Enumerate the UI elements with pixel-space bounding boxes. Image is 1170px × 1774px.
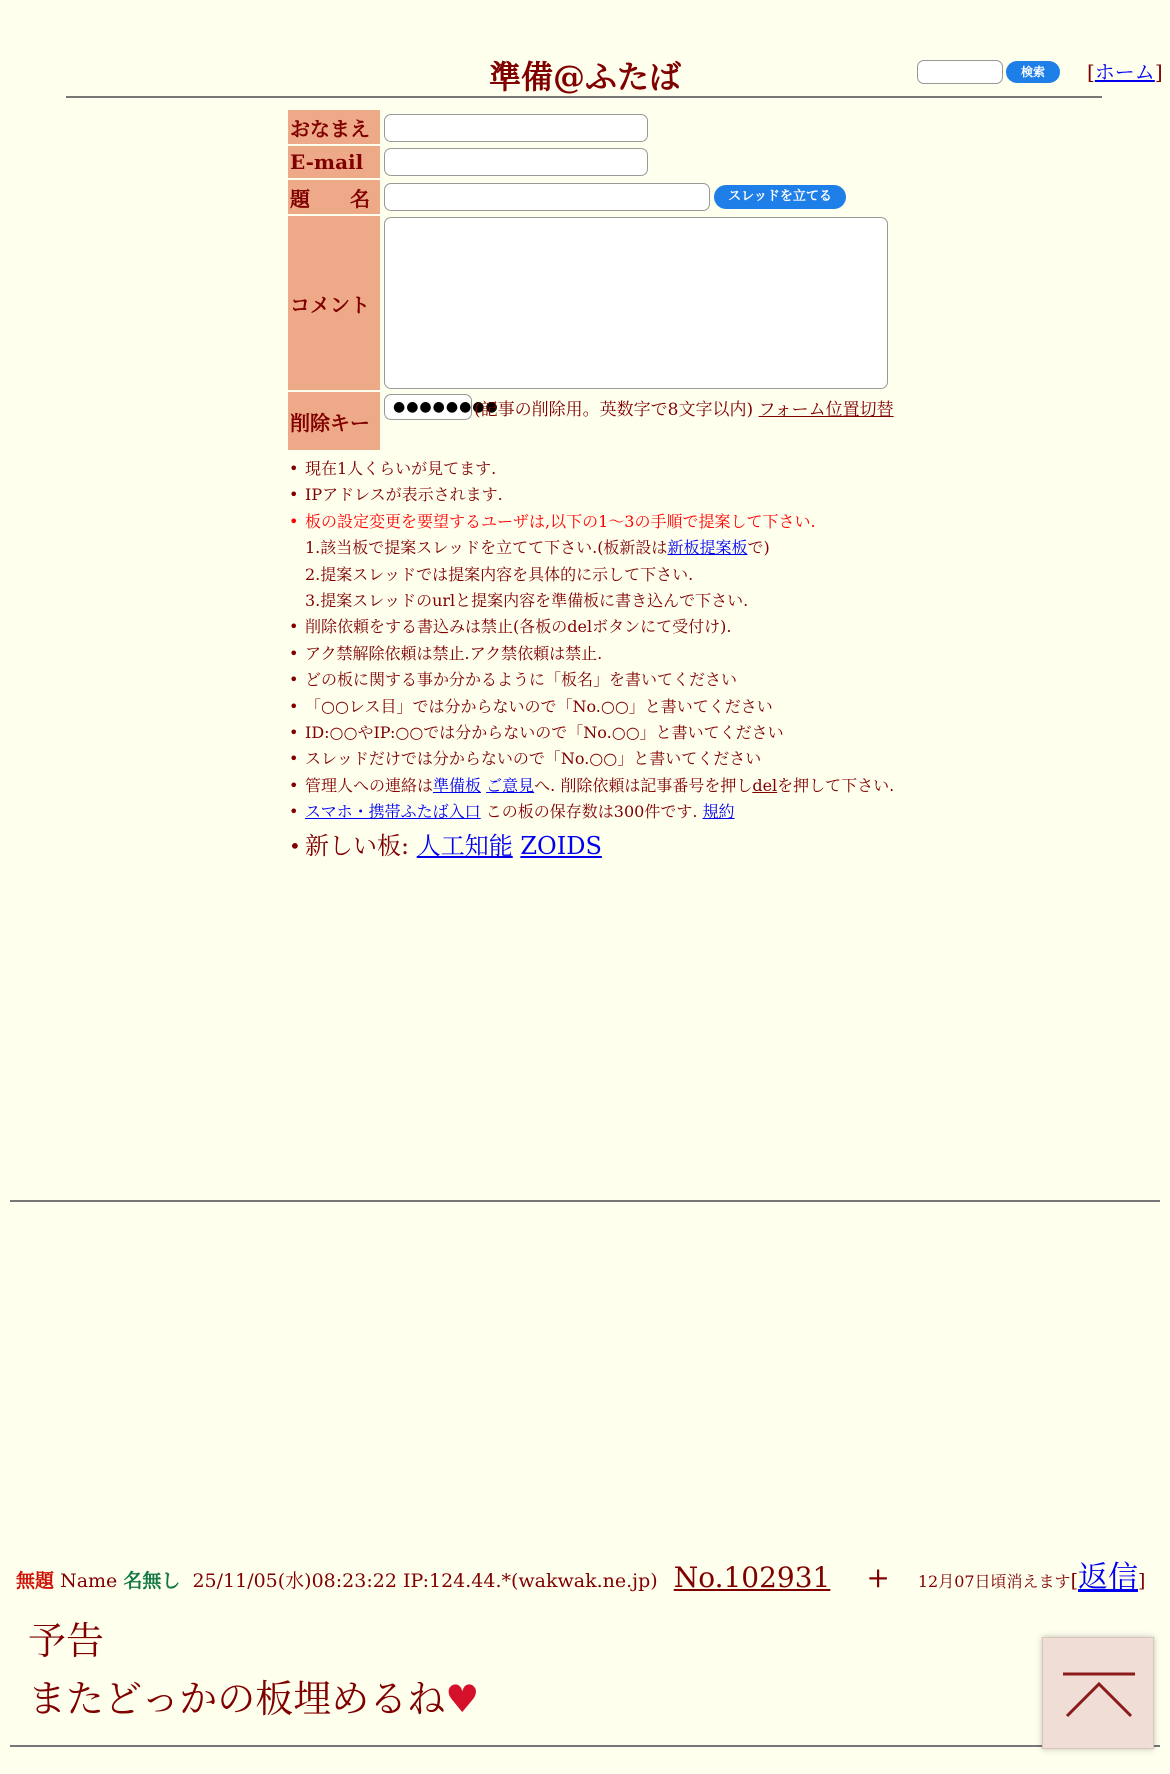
reply-bracket-open: [ [1070,1570,1078,1592]
notice-item [289,694,945,720]
reply-bracket-close: ] [1137,1570,1146,1592]
notice-item [289,799,945,825]
notice-text: IPアドレスが表示されます. [305,485,503,505]
thread-name: 名無し [123,1570,181,1592]
notice-text: 「○○レス目」では分からないので「No.○○」と書いてください [305,696,773,716]
bottom-divider [10,1745,1160,1747]
notice-item [289,614,945,640]
bullet-icon: • [289,749,299,769]
subject-field[interactable] [384,183,710,211]
delkey-field[interactable] [384,394,499,420]
thread-body-text: またどっかの板埋めるね [28,1677,446,1721]
search-input[interactable] [917,60,1003,84]
chevron-up-icon [1043,1638,1155,1750]
notice-text: 板の設定変更を要望するユーザは,以下の1〜3の手順で提案して下さい. [305,511,816,531]
bullet-icon: • [289,459,299,478]
name-field[interactable] [384,114,648,142]
new-board-proposal-link[interactable]: 新板提案板 [667,538,748,558]
bullet-icon: • [289,696,299,716]
search-button[interactable]: 検索 [1006,61,1060,83]
notice-text: アク禁解除依頼は禁止.アク禁依頼は禁止. [305,643,603,663]
notice-item [289,456,945,482]
bullet-icon: • [289,485,299,505]
terms-link[interactable]: 規約 [702,802,735,822]
home-link[interactable]: ホーム [1094,60,1155,84]
notice-list [289,456,945,866]
notice-text: 1.該当板で提案スレッドを立てて下さい.(板新設は [305,538,668,558]
bullet-icon: • [289,617,299,637]
thread-datetime: 25/11/05(水)08:23:22 IP:124.44.*(wakwak.ne.jp) [192,1570,658,1592]
home-link-wrapper [1087,56,1163,85]
home-bracket-close: ] [1154,60,1163,84]
thread-body [28,1612,479,1728]
feedback-link[interactable]: ご意見 [486,775,535,795]
submit-thread-button[interactable]: スレッドを立てる [714,185,846,209]
heart-icon: ♥ [445,1677,480,1721]
notice-item [289,720,945,746]
notice-text: 削除依頼をする書込みは禁止(各板のdelボタンにて受付け). [305,617,732,637]
del-link[interactable]: del [752,775,778,795]
new-board-ai-link[interactable]: 人工知能 [416,831,513,860]
header-divider [66,96,1102,98]
delkey-note-text: (記事の削除用。英数字で8文字以内) [474,400,754,420]
notice-item [289,746,945,772]
bullet-icon: • [289,643,299,663]
notice-item [289,641,945,667]
bullet-icon: • [289,723,299,743]
subject-label: 題 名 [288,180,380,214]
thread-expire: 12月07日頃消えます [917,1572,1071,1591]
bullet-icon: • [289,670,299,690]
thread-body-line: 予告 [28,1619,105,1663]
bullet-icon: • [289,833,301,858]
section-divider [10,1200,1160,1202]
notice-subitem [305,535,945,561]
new-board-zoids-link[interactable]: ZOIDS [520,831,602,860]
plus-icon[interactable]: + [866,1561,890,1594]
notice-subitem: 2.提案スレッドでは提案内容を具体的に示して下さい. [305,564,694,584]
bullet-icon: • [289,775,299,795]
comment-label: コメント [288,216,380,390]
delkey-note [474,396,894,425]
email-label: E-mail [288,146,380,178]
delkey-value: ●●●●●●●● [393,399,499,415]
notice-item [289,667,945,693]
notice-text: で) [747,538,770,558]
notice-item [289,826,945,866]
thread-subject: 無題 [16,1570,55,1592]
notice-text: へ. 削除依頼は記事番号を押し [534,775,753,795]
notice-text: を押して下さい. [777,775,895,795]
form-position-toggle-link[interactable]: フォーム位置切替 [758,400,894,420]
comment-textarea[interactable] [384,217,888,389]
notice-text: どの板に関する事か分かるように「板名」を書いてください [305,670,738,690]
notice-item [289,773,945,799]
prep-board-link[interactable]: 準備板 [433,775,482,795]
email-field[interactable] [384,148,648,176]
page-title: 準備@ふたば [488,58,681,96]
thread-name-label: Name [60,1570,118,1592]
notice-item [289,509,945,615]
reply-link[interactable]: 返信 [1077,1560,1138,1595]
name-label: おなまえ [288,110,380,144]
thread-header [16,1552,1145,1596]
notice-text: スレッドだけでは分からないので「No.○○」と書いてください [305,749,762,769]
notice-text: 管理人への連絡は [305,775,434,795]
notice-text: この板の保存数は300件です. [485,802,698,822]
scroll-to-top-button[interactable] [1042,1637,1154,1749]
bullet-icon: • [289,802,299,822]
bullet-icon: • [289,511,299,531]
notice-text: ID:○○やIP:○○では分からないので「No.○○」と書いてください [305,723,784,743]
notice-text: 現在1人くらいが見てます. [305,459,497,478]
notice-item [289,482,945,508]
new-boards-label: 新しい板: [305,831,410,860]
thread-number-link[interactable]: No.102931 [673,1561,831,1594]
notice-subitem: 3.提案スレッドのurlと提案内容を準備板に書き込んで下さい. [305,591,749,611]
delkey-label: 削除キー [288,392,380,450]
home-bracket-open: [ [1087,60,1095,84]
thread-body-line [28,1670,479,1728]
mobile-entry-link[interactable]: スマホ・携帯ふたば入口 [305,802,481,822]
